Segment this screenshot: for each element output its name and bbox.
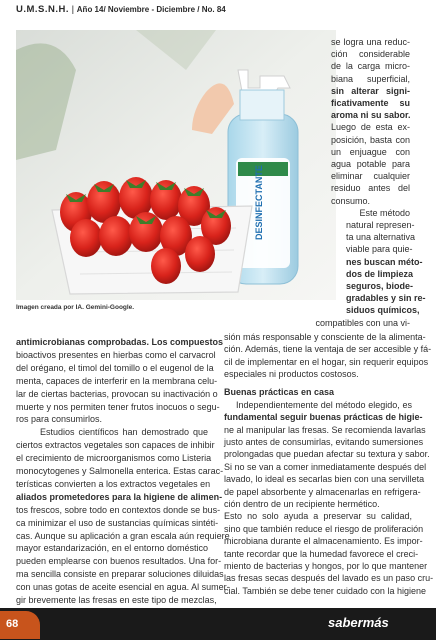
text-line: Este método (359, 207, 410, 218)
page-number: 68 (6, 618, 19, 630)
text-line: cil de implementar en el hogar, sin requerir equipos (224, 356, 429, 367)
text-line: eliminar cualquier (331, 171, 410, 182)
text-line: siduos químicos, (346, 305, 420, 316)
text-line: Estudios científicos han demostrado que (40, 427, 208, 438)
text-line: ros para consumirlos. (16, 414, 103, 425)
strawberries-photo (16, 30, 336, 300)
text-line: Si no se van a comer inmediatamente después del (224, 461, 427, 472)
text-line: las fresas secas después del lavado es un paso cru- (224, 573, 434, 584)
text-line: especiales ni productos costosos. (224, 369, 359, 379)
text-line: cas. Aunque su aplicación a gran escala aún requiere (16, 530, 230, 541)
text-line: el crecimiento de microorganismos como Listeria (16, 453, 212, 464)
text-line: Independientemente del método elegido, es (236, 399, 412, 410)
text-line: Esto no solo ayuda a preservar su calidad, (224, 511, 412, 522)
text-line: se logra una reduc- (331, 37, 410, 47)
text-line: viable para quie- (346, 244, 413, 255)
text-line: dos de limpieza (346, 268, 414, 279)
text-line: ta una alternativa (346, 232, 416, 243)
text-line: tos frescos, sobre todo en contextos donde se bus- (16, 504, 221, 515)
text-line: un enjuague con (331, 146, 410, 157)
text-line: aliados prometedores para la higiene de alimen- (16, 491, 223, 502)
text-line: natural represen- (346, 220, 415, 230)
text-line: cial. También se debe tener cuidado con la higiene (224, 585, 426, 596)
text-line: menta, capaces de interferir en la membrana celu- (16, 375, 218, 386)
text-line: ficativamente su (331, 98, 410, 108)
text-line: ne al manipular las fresas. Se recomienda lavarlas (224, 424, 426, 435)
text-line: ma sencilla consiste en preparar soluciones diluidas (16, 569, 224, 580)
text-line: biana superficial, (331, 73, 410, 84)
text-line: de papel absorbente y almacenarlas en refrigera- (224, 486, 421, 497)
text-line: monocytogenes y Salmonella enterica. Estas carac- (16, 466, 224, 476)
text-line: agua potable para (331, 159, 410, 169)
image-caption: Imagen creada por IA. Gemini-Google. (16, 304, 135, 311)
text-line: nes buscan méto- (346, 256, 423, 267)
text-line: residuo antes del (331, 183, 410, 194)
text-line: seguros, biode- (346, 281, 414, 291)
text-line: Luego de esta ex- (331, 122, 410, 133)
text-line: consumo. (331, 195, 371, 206)
text-line: gir brevemente las fresas en este tipo de mezclas, (16, 595, 217, 605)
magazine-logo: sabermás (328, 615, 389, 630)
text-line: microbiana durante el almacenamiento. Es impor- (224, 536, 423, 547)
text-line: tante recordar que la humedad favorece el creci- (224, 548, 419, 559)
text-line: lavado, lo ideal es secarlas bien con una servilleta (224, 474, 425, 485)
text-line: ciertos extractos vegetales son capaces de inhibir (16, 440, 215, 451)
text-line: mayor estandarización, en el entorno doméstico (16, 543, 208, 554)
text-line: pueden emplearse con buenos resultados. Una for- (16, 556, 222, 567)
bottle-label: DESINFECTANTE (254, 165, 264, 240)
text-line: terísticas convierten a los extractos vegetales en (16, 478, 211, 489)
text-line: gradables y sin re- (346, 293, 426, 304)
text-line: prolongadas que puedan afectar su textura y sabor. (224, 449, 430, 460)
text-line: compatibles con una vi- (315, 317, 410, 328)
text-line: sino que también reduce el riesgo de proliferación (224, 523, 424, 534)
text-line: miento de bacterias y hongos, por lo que mantener (224, 561, 428, 571)
text-line: del orégano, el timol del tomillo o el eugenol de la (16, 362, 214, 373)
text-line: de la carga micro- (331, 61, 410, 72)
text-line: justo antes de consumirlas, evitando sumersiones (224, 437, 424, 447)
text-line: antimicrobianas comprobadas. Los compuestos (16, 337, 224, 347)
header-brand: U.M.S.N.H. (16, 4, 70, 15)
text-line: ción dentro de un recipiente hermético. (224, 499, 380, 509)
text-line: con unas gotas de aceite esencial en agua. Al sumer- (16, 582, 230, 593)
text-line: ca minimizar el uso de sustancias químicas sintéti- (16, 517, 219, 528)
text-line: lar de ciertas bacterias, provocan su inactivación o (16, 388, 218, 399)
text-line: fundamental seguir buenas prácticas de higie- (224, 412, 423, 423)
text-line: posición, basta con (331, 134, 410, 145)
section-title: Buenas prácticas en casa (224, 387, 335, 398)
text-line: aroma ni su sabor. (331, 110, 411, 121)
running-header: U.M.S.N.H. | Año 14/ Noviembre - Diciembre / No. 84 (16, 4, 226, 15)
text-line: ción. Además, tiene la ventaja de ser accesible y fá- (224, 344, 432, 355)
text-line: ción considerable (331, 49, 410, 60)
text-line: sión más responsable y consciente de la alimenta- (224, 331, 426, 342)
header-issue: Año 14/ Noviembre - Diciembre / No. 84 (76, 5, 226, 14)
text-line: bioactivos presentes en hierbas como el carvacrol (16, 349, 216, 360)
text-line: muerte y nos permiten tener frutos inocuos o segu- (16, 401, 220, 412)
text-line: sin alterar signi- (331, 85, 410, 96)
